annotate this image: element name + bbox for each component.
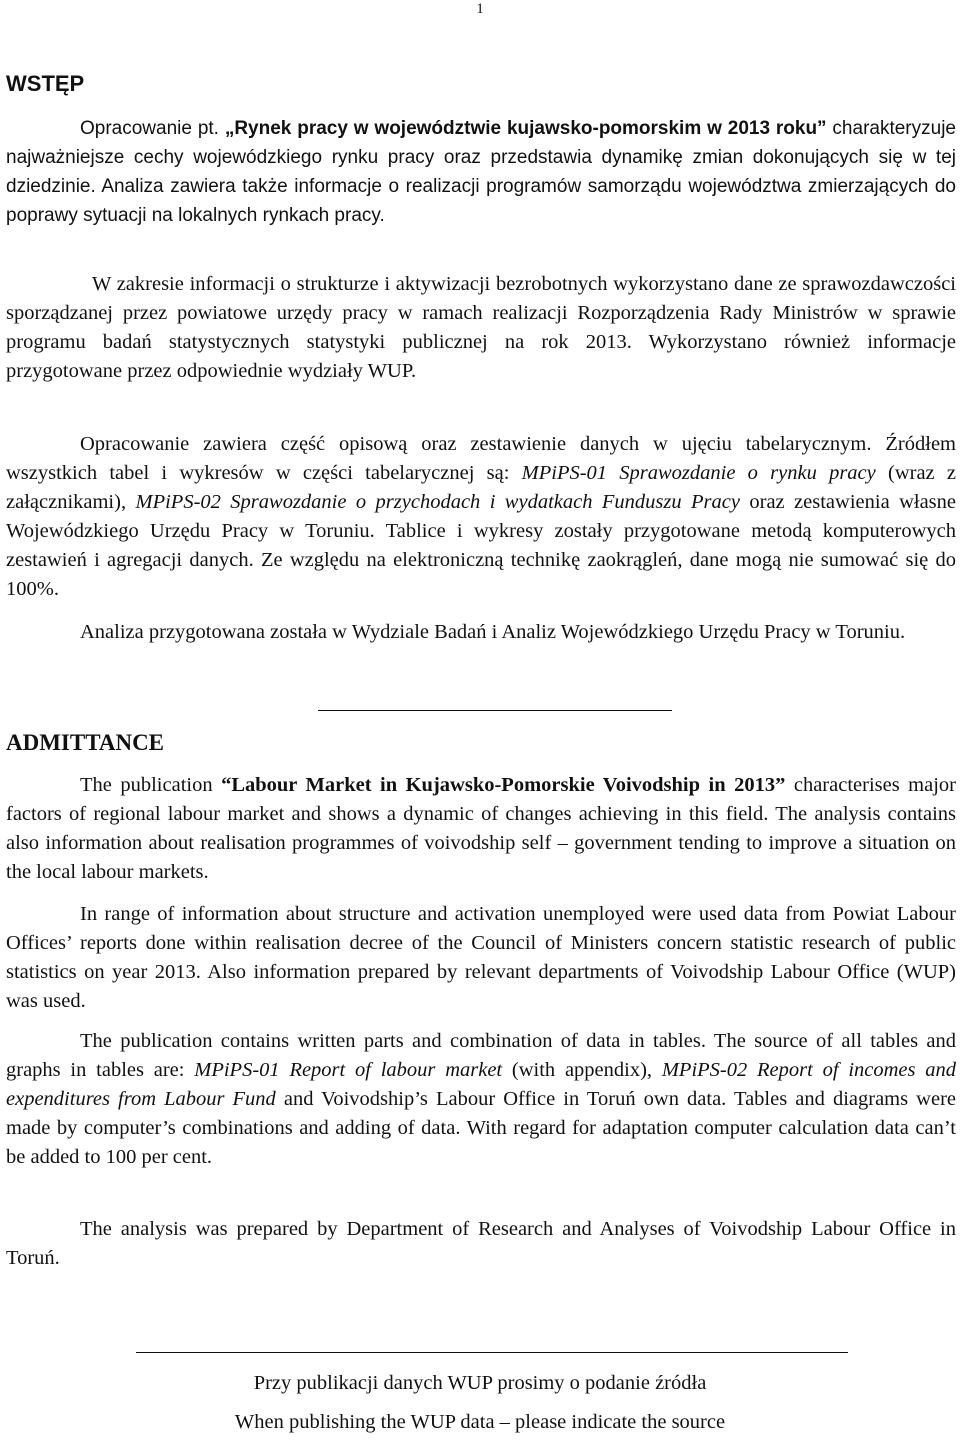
paragraph-structure-english — [6, 1027, 956, 1172]
paragraph-authorship-english: The analysis was prepared by Department of Research and Analyses of Voivodship Labour Office in Toruń. — [6, 1218, 956, 1269]
section-heading-polish: WSTĘP — [6, 71, 85, 96]
report-name-mpips01-english: MPiPS-01 Report of labour market — [194, 1059, 503, 1081]
text-span: Opracowanie zawiera część opisową oraz zestawienie danych w ujęciu tabelarycznym. Źródłem wszystkich tabel i wykresów w części tabelarycznej są: — [6, 433, 956, 484]
footer-divider — [136, 1352, 848, 1353]
text-span: and Voivodship’s Labour Office in Toruń own data. Tables and diagrams were made by computer’s combinations and adding of data. With regard for adaptation computer calculation data can’t be added to 100 per cent. — [6, 1088, 956, 1168]
section-heading-english: ADMITTANCE — [6, 730, 165, 755]
text-span: (with appendix), — [502, 1059, 662, 1081]
footer-note-polish: Przy publikacji danych WUP prosimy o podanie źródła — [253, 1372, 707, 1394]
publication-title-english: “Labour Market in Kujawsko-Pomorskie Voivodship in 2013” — [221, 774, 786, 796]
paragraph-intro-english — [6, 771, 956, 887]
text-span: (wraz z załącznikami), — [6, 462, 956, 513]
publication-title-polish: „Rynek pracy w województwie kujawsko-pomorskim w 2013 roku” — [224, 118, 827, 139]
paragraph-authorship-polish: Analiza przygotowana została w Wydziale Badań i Analiz Wojewódzkiego Urzędu Pracy w Toruniu. — [80, 621, 906, 643]
paragraph-structure-polish — [6, 430, 956, 604]
paragraph-intro-polish — [6, 114, 956, 230]
text-span: The publication contains written parts and combination of data in tables. The source of all tables and graphs in tables are: — [6, 1030, 956, 1081]
text-span: characterises major factors of regional labour market and shows a dynamic of changes achieving in this field. The analysis contains also information about realisation programmes of voivodship self – government tending to improve a situation on the local labour markets. — [6, 774, 956, 883]
text-span: The publication — [80, 774, 222, 796]
report-name-mpips02-polish: MPiPS-02 Sprawozdanie o przychodach i wydatkach Funduszu Pracy — [135, 491, 740, 513]
text-span: oraz zestawienia własne Wojewódzkiego Urzędu Pracy w Toruniu. Tablice i wykresy zostały przygotowane metodą komputerowych zestawień i agregacji danych. Ze względu na elektroniczną technikę zaokrągleń, dane mogą nie sumować się do 100%. — [6, 491, 957, 600]
page-number: 1 — [476, 1, 484, 17]
text-span: Opracowanie pt. — [80, 118, 225, 139]
report-name-mpips01-polish: MPiPS-01 Sprawozdanie o rynku pracy — [521, 462, 876, 484]
footer-note-english: When publishing the WUP data – please indicate the source — [234, 1411, 726, 1433]
text-span: charakteryzuje najważniejsze cechy wojewódzkiego rynku pracy oraz przedstawia dynamikę zmian dokonujących się w tej dziedzinie. Analiza zawiera także informacje o realizacji programów samorządu województwa zmierzających do poprawy sytuacji na lokalnych rynkach pracy. — [6, 118, 956, 226]
paragraph-data-sources-polish: W zakresie informacji o strukturze i aktywizacji bezrobotnych wykorzystano dane ze sprawozdawczości sporządzanej przez powiatowe urzędy pracy w ramach realizacji Rozporządzenia Rady Ministrów w sprawie programu badań statystycznych statystyki publicznej na rok 2013. Wykorzystano również informacje przygotowane przez odpowiednie wydziały WUP. — [6, 273, 956, 382]
report-name-mpips02-english: MPiPS-02 Report of incomes and expenditures from Labour Fund — [6, 1059, 957, 1110]
section-divider — [318, 710, 672, 711]
paragraph-data-sources-english: In range of information about structure and activation unemployed were used data from Powiat Labour Offices’ reports done within realisation decree of the Council of Ministers concern statistic research of public statistics on year 2013. Also information prepared by relevant departments of Voivodship Labour Office (WUP) was used. — [6, 903, 956, 1012]
